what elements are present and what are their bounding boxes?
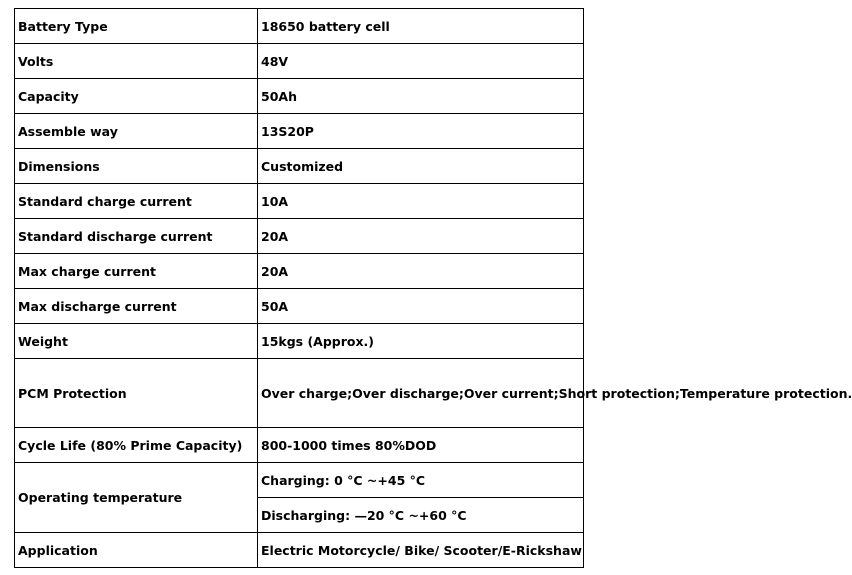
table-row	[15, 114, 584, 149]
spec-value-discharging: Discharging: —20 °C ~+60 °C	[258, 498, 584, 533]
spec-label: Standard discharge current	[15, 219, 258, 254]
spec-label: Max charge current	[15, 254, 258, 289]
spec-label: Standard charge current	[15, 184, 258, 219]
spec-value: 13S20P	[258, 114, 584, 149]
table-row	[15, 428, 584, 463]
table-row-operating-temperature	[15, 463, 584, 498]
spec-label: Max discharge current	[15, 289, 258, 324]
spec-label: Dimensions	[15, 149, 258, 184]
table-row	[15, 324, 584, 359]
table-row	[15, 79, 584, 114]
table-row-pcm	[15, 359, 584, 428]
spec-label: Cycle Life (80% Prime Capacity)	[15, 428, 258, 463]
table-row	[15, 219, 584, 254]
table-row	[15, 9, 584, 44]
table-row	[15, 149, 584, 184]
table-row	[15, 254, 584, 289]
spec-label: Assemble way	[15, 114, 258, 149]
battery-spec-table	[14, 8, 852, 568]
spec-value: 20A	[258, 219, 584, 254]
spec-label: PCM Protection	[15, 359, 258, 428]
table-row	[15, 289, 584, 324]
spec-value: 20A	[258, 254, 584, 289]
spec-label: Application	[15, 533, 258, 568]
spec-label: Operating temperature	[15, 463, 258, 533]
spec-value: 48V	[258, 44, 584, 79]
spec-value: Over charge;Over discharge;Over current;Short protection;Temperature protection.	[258, 359, 584, 428]
table-row	[15, 44, 584, 79]
spec-value: 50Ah	[258, 79, 584, 114]
spec-value: 18650 battery cell	[258, 9, 584, 44]
spec-label: Capacity	[15, 79, 258, 114]
spec-value: Customized	[258, 149, 584, 184]
spec-label: Volts	[15, 44, 258, 79]
spec-value: 50A	[258, 289, 584, 324]
spec-value-charging: Charging: 0 °C ~+45 °C	[258, 463, 584, 498]
spec-value: 800-1000 times 80%DOD	[258, 428, 584, 463]
table-row	[15, 533, 584, 568]
spec-value: Electric Motorcycle/ Bike/ Scooter/E-Rickshaw	[258, 533, 584, 568]
spec-label: Weight	[15, 324, 258, 359]
table-row	[15, 184, 584, 219]
spec-label: Battery Type	[15, 9, 258, 44]
spec-value: 15kgs (Approx.)	[258, 324, 584, 359]
spec-value: 10A	[258, 184, 584, 219]
